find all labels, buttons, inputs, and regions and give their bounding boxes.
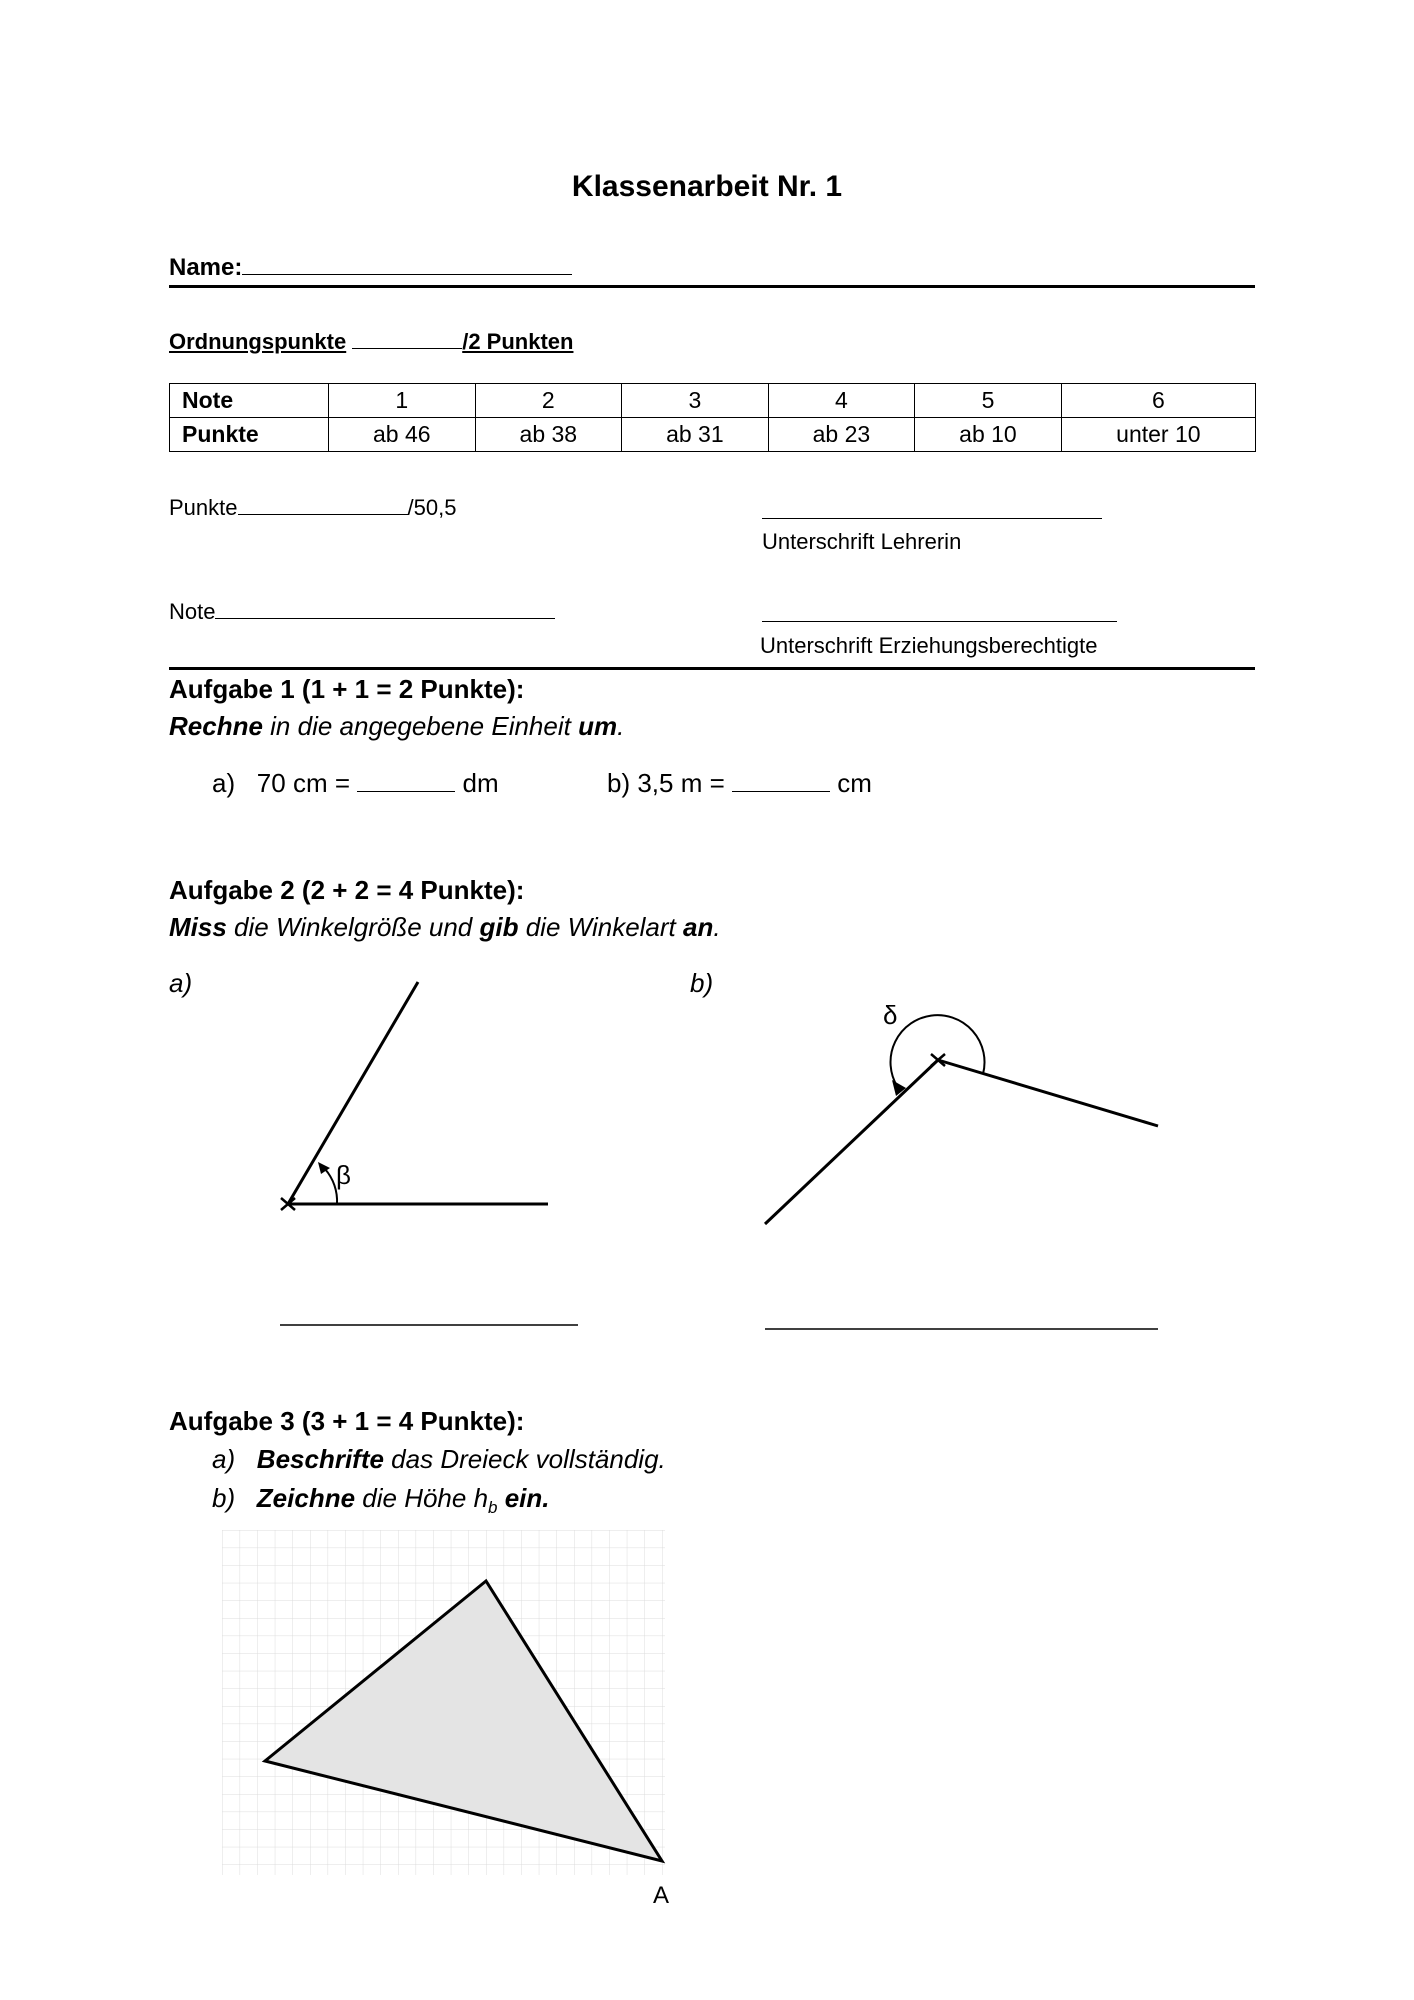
task1-verb: um — [578, 711, 618, 741]
task2-verb: gib — [479, 912, 519, 942]
task2-instr-text: die Winkelart — [518, 912, 683, 942]
points-cell: ab 46 — [329, 418, 476, 452]
grade-row-label: Note — [170, 384, 329, 418]
points-row-label: Punkte — [170, 418, 329, 452]
teacher-signature-label: Unterschrift Lehrerin — [762, 529, 962, 554]
grade-cell: 1 — [329, 384, 476, 418]
task2-verb: Miss — [169, 912, 227, 942]
task1-instr-end: . — [617, 711, 625, 741]
angle-a-symbol: β — [336, 1160, 351, 1190]
task3-b-label: b) — [212, 1483, 236, 1513]
ordnung-suffix: /2 Punkten — [462, 329, 574, 354]
ordnung-label: Ordnungspunkte — [169, 329, 347, 354]
task2-b-label: b) — [690, 968, 714, 998]
task1-a-label: a) — [212, 768, 236, 798]
grade-cell: 6 — [1061, 384, 1255, 418]
task2-verb: an — [683, 912, 714, 942]
task1-heading: Aufgabe 1 (1 + 1 = 2 Punkte): — [169, 674, 525, 704]
task3-a-verb: Beschrifte — [256, 1444, 384, 1474]
task1-b-unit: cm — [837, 768, 872, 798]
task1-verb: Rechne — [169, 711, 263, 741]
points-cell: ab 23 — [768, 418, 915, 452]
task1-b-expr: b) 3,5 m = — [607, 768, 725, 798]
task3-b-end: ein. — [497, 1483, 550, 1513]
vertex-label-a: A — [653, 1882, 670, 1909]
angle-b-symbol: δ — [883, 1000, 898, 1030]
task1-a-expr: 70 cm = — [256, 768, 351, 798]
points-cell: ab 10 — [915, 418, 1062, 452]
task3-a-label: a) — [212, 1444, 236, 1474]
parent-signature-label: Unterschrift Erziehungsberechtigte — [760, 633, 1098, 658]
points-cell: unter 10 — [1061, 418, 1255, 452]
task3-b-text: die Höhe h — [355, 1483, 489, 1513]
points-cell: ab 38 — [475, 418, 622, 452]
grade-cell: 3 — [622, 384, 769, 418]
task2-a-label: a) — [169, 968, 193, 998]
punkte-label: Punkte — [169, 495, 238, 520]
page-title: Klassenarbeit Nr. 1 — [571, 170, 843, 203]
task3-heading: Aufgabe 3 (3 + 1 = 4 Punkte): — [169, 1406, 525, 1436]
grade-cell: 5 — [915, 384, 1062, 418]
points-cell: ab 31 — [622, 418, 769, 452]
task3-a-text: das Dreieck vollständig. — [383, 1444, 666, 1474]
task2-instr-text: die Winkelgröße und — [226, 912, 480, 942]
task2-heading: Aufgabe 2 (2 + 2 = 4 Punkte): — [169, 875, 525, 905]
grade-cell: 4 — [768, 384, 915, 418]
task3-b-verb: Zeichne — [256, 1483, 356, 1513]
task1-instr-text: in die angegebene Einheit — [262, 711, 579, 741]
name-label: Name: — [169, 254, 243, 281]
task3-b-subscript: b — [488, 1498, 498, 1518]
note-label: Note — [169, 599, 216, 624]
punkte-total: /50,5 — [407, 495, 457, 520]
task1-a-unit: dm — [462, 768, 499, 798]
task2-instr-end: . — [713, 912, 721, 942]
grade-cell: 2 — [475, 384, 622, 418]
